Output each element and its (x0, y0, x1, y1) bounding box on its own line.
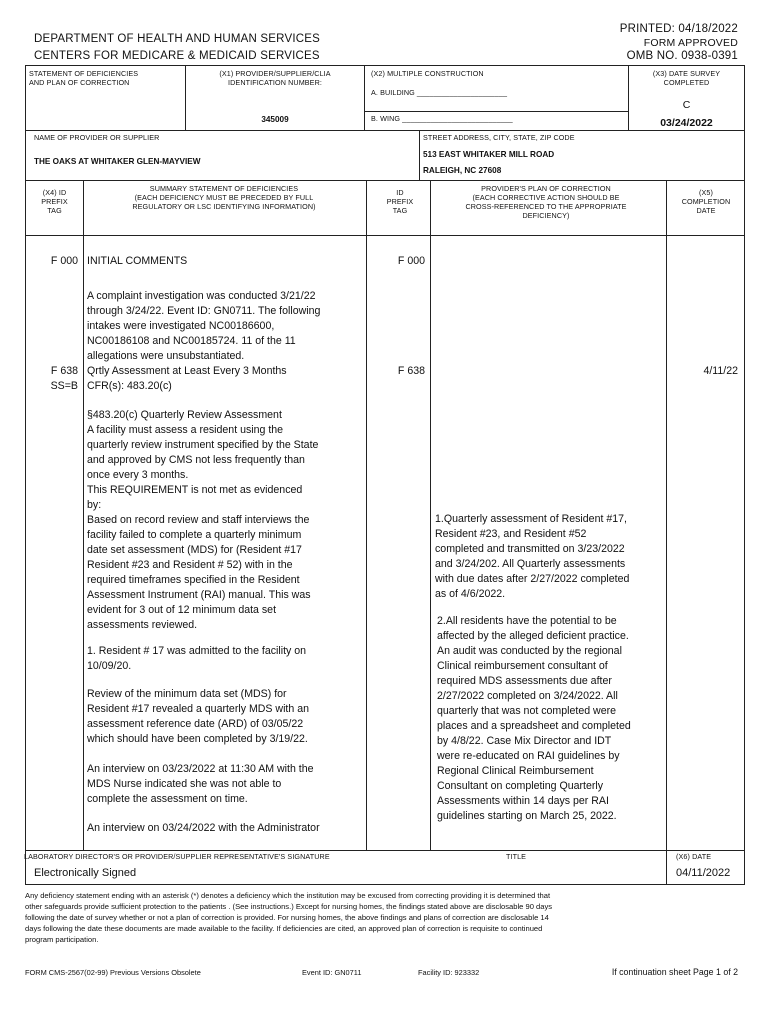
event-id: Event ID: GN0711 (302, 968, 362, 977)
left-paragraph-2: Qrtly Assessment at Least Every 3 Months CFR(s): 483.20(c) (87, 365, 287, 392)
left-paragraph-5: Review of the minimum data set (MDS) for Resident #17 revealed a quarterly MDS with an assessment reference date (ARD) of 03/05/22 which should have been completed by 3/19/22. (87, 688, 309, 745)
x3-date: 03/24/2022 (660, 117, 713, 129)
left-paragraph-1: A complaint investigation was conducted 3/21/22 through 3/24/22. Event ID: GN0711. The following intakes were investigated NC00186600, NC00186108 and NC00185724. 11 of the 11 allegations were unsubstantiated. (87, 290, 321, 362)
title-label: TITLE (506, 852, 527, 861)
f638-tag: F 638 (50, 365, 78, 377)
rule-provider-bottom (25, 180, 745, 181)
rule-column-header (25, 235, 745, 236)
divider-x2 (364, 65, 365, 130)
sig-border-right (744, 850, 745, 884)
plan-header: PROVIDER'S PLAN OF CORRECTION (EACH CORRECTIVE ACTION SHOULD BE CROSS-REFERENCED TO THE APPROPRIATE DEFICIENCY) (465, 184, 627, 220)
left-paragraph-3: §483.20(c) Quarterly Review Assessment A facility must assess a resident using the quarterly review instrument specified by the State and approved by CMS not less frequently than once every 3 months. This REQUIREMENT is not met as evidenced by: Based on record review and staff interviews the facility failed to complete a quarterly minimum date set assessment (MDS) for (Resident #17 Resident #23 and Resident # 52) with in the required timeframes specified in the Resident Assessment Instrument (RAI) manual. This was evident for 3 out of 12 minimum data set assessments reviewed. (87, 409, 319, 631)
x2-wing: B. WING ___________________________ (371, 114, 513, 123)
address-label: STREET ADDRESS, CITY, STATE, ZIP CODE (423, 133, 575, 142)
disclaimer: Any deficiency statement ending with an asterisk (*) denotes a deficiency which the institution may be excused from correcting providing it is determined that other safeguards provide sufficient protection to the patients . (See instructions.) Except for nursing homes, the findings stated above are disclosable 90 days following the date of survey whether or not a plan of correction is provided. For nursing homes, the above findings and plans of correction are disclosable 14 days following the date these documents are made available to the facility. If deficiencies are cited, an approved plan of correction is requisite to continued program participation. (25, 891, 553, 944)
page-number: If continuation sheet Page 1 of 2 (611, 967, 738, 977)
f000-tag: F 000 (50, 255, 78, 267)
f638-scope-severity: SS=B (50, 380, 78, 392)
printed-date: PRINTED: 04/18/2022 (619, 23, 738, 35)
left-paragraph-4: 1. Resident # 17 was admitted to the facility on 10/09/20. (87, 645, 307, 672)
divider-address (419, 130, 420, 180)
agency-name: CENTERS FOR MEDICARE & MEDICAID SERVICES (34, 50, 320, 62)
signature-value: Electronically Signed (34, 867, 137, 879)
border-right (744, 65, 745, 850)
id-header: ID PREFIX TAG (386, 188, 414, 215)
facility-id: Facility ID: 923332 (418, 968, 480, 977)
sig-divider-date (666, 850, 667, 884)
x3-code: C (682, 99, 691, 111)
provider-name-label: NAME OF PROVIDER OR SUPPLIER (34, 133, 160, 142)
statement-label: STATEMENT OF DEFICIENCIES AND PLAN OF CORRECTION (29, 69, 139, 87)
x5-header: (X5) COMPLETION DATE (681, 188, 731, 215)
form-approved: FORM APPROVED (643, 37, 738, 49)
x4-header: (X4) ID PREFIX TAG (41, 188, 68, 215)
omb-number: OMB NO. 0938-0391 (626, 50, 738, 62)
provider-name: THE OAKS AT WHITAKER GLEN-MAYVIEW (34, 157, 201, 166)
x2-label: (X2) MULTIPLE CONSTRUCTION (371, 69, 484, 78)
x3-label: (X3) DATE SURVEY COMPLETED (652, 69, 721, 87)
col-divider-3 (430, 180, 431, 850)
f000-title: INITIAL COMMENTS (87, 255, 188, 267)
signature-label: LABORATORY DIRECTOR'S OR PROVIDER/SUPPLIER REPRESENTATIVE'S SIGNATURE (24, 852, 330, 861)
rule-wing (364, 111, 628, 112)
department-name: DEPARTMENT OF HEALTH AND HUMAN SERVICES (34, 33, 320, 45)
f638-right-tag: F 638 (397, 365, 425, 377)
rule-top (25, 65, 745, 66)
signature-date: 04/11/2022 (676, 867, 731, 879)
left-paragraph-6: An interview on 03/23/2022 at 11:30 AM with the MDS Nurse indicated she was not able to complete the assessment on time. (87, 763, 314, 805)
date-label: (X6) DATE (676, 852, 712, 861)
col-divider-1 (83, 180, 84, 850)
summary-header: SUMMARY STATEMENT OF DEFICIENCIES (EACH DEFICIENCY MUST BE PRECEDED BY FULL REGULATORY OR LSC IDENTIFYING INFORMATION) (132, 184, 316, 211)
f000-right-tag: F 000 (397, 255, 425, 267)
plan-paragraph-2: 2.All residents have the potential to be affected by the alleged deficient practice. An audit was conducted by the regional Clinical reimbursement consultant of required MDS assessments due after 2/27/2022 completed on 3/24/2022. All quarterly that was not completed were places and a spreadsheet and completed by 4/8/22. Case Mix Director and IDT were re-educated on RAI guidelines by Regional Clinical Reimbursement Consultant on completing Quarterly Assessments within 14 days per RAI guidelines starting on March 25, 2022. (437, 615, 631, 822)
rule-provider-top (25, 130, 745, 131)
rule-signature-bottom (25, 884, 745, 885)
col-divider-2 (366, 180, 367, 850)
plan-paragraph-1: 1.Quarterly assessment of Resident #17, Resident #23, and Resident #52 completed and transmitted on 3/23/2022 and 3/24/202. All Quarterly assessments with due dates after 2/27/2022 completed as of 4/6/2022. (435, 513, 630, 600)
border-left (25, 65, 26, 850)
rule-signature-top (25, 850, 745, 851)
f638-completion-date: 4/11/22 (703, 365, 738, 377)
x2-building: A. BUILDING ______________________ (371, 88, 508, 97)
street-address: 513 EAST WHITAKER MILL ROAD (423, 150, 555, 159)
form-number: FORM CMS-2567(02-99) Previous Versions Obsolete (25, 968, 201, 977)
left-paragraph-7: An interview on 03/24/2022 with the Administrator (87, 822, 320, 834)
city-state-zip: RALEIGH, NC 27608 (423, 166, 502, 175)
x1-label: (X1) PROVIDER/SUPPLIER/CLIA IDENTIFICATION NUMBER: (219, 69, 331, 87)
x1-value: 345009 (261, 115, 289, 124)
